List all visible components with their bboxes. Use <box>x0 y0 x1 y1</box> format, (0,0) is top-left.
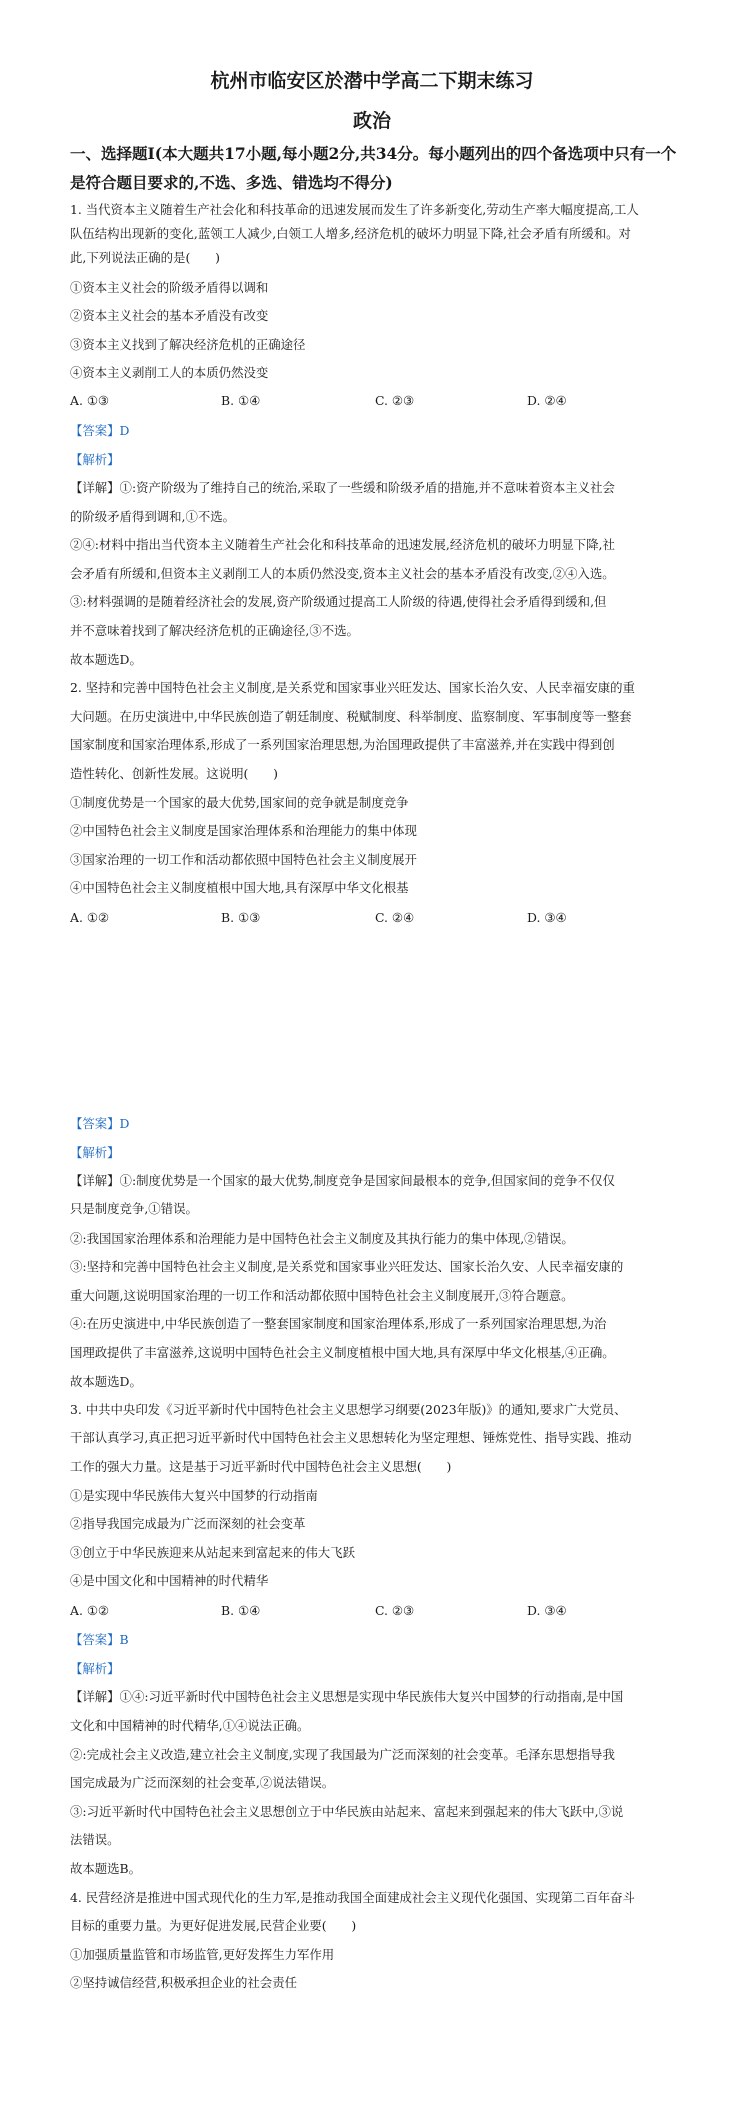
section-heading-line: 一、选择题Ⅰ(本大题共17小题,每小题2分,共34分。每小题列出的四个备选项中只有一个 <box>70 144 677 163</box>
q2-analysis-line: 重大问题,这说明国家治理的一切工作和活动都依照中国特色社会主义制度展开,③符合题意。 <box>70 1288 574 1303</box>
q1-analysis-line: 的阶级矛盾得到调和,①不选。 <box>70 509 236 524</box>
q3-answer: 【答案】B <box>70 1632 129 1647</box>
q3-stem-line: 3. 中共中央印发《习近平新时代中国特色社会主义思想学习纲要(2023年版)》的通知,要求广大党员、 <box>70 1402 627 1417</box>
q3-analysis-tag: 【解析】 <box>70 1661 120 1676</box>
section-heading <box>70 139 690 197</box>
subject-title: 政治 <box>352 110 391 132</box>
q2-option-b: B. ①③ <box>221 910 261 925</box>
q3-item: ②指导我国完成最为广泛而深刻的社会变革 <box>70 1516 306 1531</box>
q3-analysis-line: 故本题选B。 <box>70 1861 142 1876</box>
q3-option-a: A. ①② <box>70 1603 110 1618</box>
section-heading-line: 是符合题目要求的,不选、多选、错选均不得分) <box>70 173 393 192</box>
q3-stem-line: 工作的强大力量。这是基于习近平新时代中国特色社会主义思想( ) <box>70 1459 452 1474</box>
q3-item: ①是实现中华民族伟大复兴中国梦的行动指南 <box>70 1488 318 1503</box>
q1-stem-line: 队伍结构出现新的变化,蓝领工人减少,白领工人增多,经济危机的破坏力明显下降,社会矛盾有所缓和。对 <box>70 226 631 241</box>
q2-stem-line: 大问题。在历史演进中,中华民族创造了朝廷制度、税赋制度、科举制度、监察制度、军事制度等一整套 <box>70 709 632 724</box>
q2-option-d: D. ③④ <box>527 910 567 925</box>
q1-stem-line: 此,下列说法正确的是( ) <box>70 250 220 265</box>
q1-analysis-line: 并不意味着找到了解决经济危机的正确途径,③不选。 <box>70 623 359 638</box>
q1-analysis-line: 故本题选D。 <box>70 652 142 667</box>
q3-option-c: C. ②③ <box>375 1603 415 1618</box>
q1-analysis-line: ③:材料强调的是随着经济社会的发展,资产阶级通过提高工人阶级的待遇,使得社会矛盾得到缓和,但 <box>70 594 607 609</box>
q1-answer: 【答案】D <box>70 423 130 438</box>
q4-item: ①加强质量监管和市场监管,更好发挥生力军作用 <box>70 1947 335 1962</box>
q2-analysis-line: 国理政提供了丰富滋养,这说明中国特色社会主义制度植根中国大地,具有深厚中华文化根基,④正确。 <box>70 1345 615 1360</box>
q2-analysis-line: ④:在历史演进中,中华民族创造了一整套国家制度和国家治理体系,形成了一系列国家治理思想,为治 <box>70 1316 607 1331</box>
q3-analysis-line: 法错误。 <box>70 1832 120 1847</box>
q2-option-a: A. ①② <box>70 910 110 925</box>
q2-analysis-line: 故本题选D。 <box>70 1374 142 1389</box>
exam-title: 杭州市临安区於潜中学高二下期末练习 <box>210 70 534 92</box>
q1-item: ④资本主义剥削工人的本质仍然没变 <box>70 365 269 380</box>
q3-item: ③创立于中华民族迎来从站起来到富起来的伟大飞跃 <box>70 1545 355 1560</box>
q3-item: ④是中国文化和中国精神的时代精华 <box>70 1573 269 1588</box>
q4-item: ②坚持诚信经营,积极承担企业的社会责任 <box>70 1975 297 1990</box>
q1-option-d: D. ②④ <box>527 393 567 408</box>
q1-stem-line: 1. 当代资本主义随着生产社会化和科技革命的迅速发展而发生了许多新变化,劳动生产率大幅度提高,工人 <box>70 202 639 217</box>
q3-analysis-line: 国完成最为广泛而深刻的社会变革,②说法错误。 <box>70 1775 335 1790</box>
q1-option-c: C. ②③ <box>375 393 415 408</box>
q1-item: ②资本主义社会的基本矛盾没有改变 <box>70 308 269 323</box>
q2-analysis-line: 只是制度竞争,①错误。 <box>70 1201 198 1216</box>
q2-analysis-line: ③:坚持和完善中国特色社会主义制度,是关系党和国家事业兴旺发达、国家长治久安、人民幸福安康的 <box>70 1259 624 1274</box>
q1-analysis-line: ②④:材料中指出当代资本主义随着生产社会化和科技革命的迅速发展,经济危机的破坏力明显下降,社 <box>70 537 615 552</box>
q2-stem-line: 国家制度和国家治理体系,形成了一系列国家治理思想,为治国理政提供了丰富滋养,并在实践中得到创 <box>70 737 615 752</box>
q4-stem-line: 4. 民营经济是推进中国式现代化的生力军,是推动我国全面建成社会主义现代化强国、实现第二百年奋斗 <box>70 1890 635 1905</box>
q1-analysis-line: 会矛盾有所缓和,但资本主义剥削工人的本质仍然没变,资本主义社会的基本矛盾没有改变,②④入选。 <box>70 566 615 581</box>
q2-analysis-line: 【详解】①:制度优势是一个国家的最大优势,制度竞争是国家间最根本的竞争,但国家间的竞争不仅仅 <box>70 1173 615 1188</box>
q2-stem-line: 2. 坚持和完善中国特色社会主义制度,是关系党和国家事业兴旺发达、国家长治久安、人民幸福安康的重 <box>70 680 635 695</box>
q2-analysis-line: ②:我国国家治理体系和治理能力是中国特色社会主义制度及其执行能力的集中体现,②错误。 <box>70 1231 574 1246</box>
q2-analysis-tag: 【解析】 <box>70 1145 120 1160</box>
q1-item: ①资本主义社会的阶级矛盾得以调和 <box>70 280 269 295</box>
q1-analysis-line: 【详解】①:资产阶级为了维持自己的统治,采取了一些缓和阶级矛盾的措施,并不意味着资本主义社会 <box>70 480 615 495</box>
q1-option-b: B. ①④ <box>221 393 261 408</box>
q3-option-b: B. ①④ <box>221 1603 261 1618</box>
q2-item: ③国家治理的一切工作和活动都依照中国特色社会主义制度展开 <box>70 852 417 867</box>
q2-answer: 【答案】D <box>70 1116 130 1131</box>
q2-option-c: C. ②④ <box>375 910 415 925</box>
q4-stem-line: 目标的重要力量。为更好促进发展,民营企业要( ) <box>70 1918 357 1933</box>
q2-item: ②中国特色社会主义制度是国家治理体系和治理能力的集中体现 <box>70 823 417 838</box>
q3-stem-line: 干部认真学习,真正把习近平新时代中国特色社会主义思想转化为坚定理想、锤炼党性、指导实践、推动 <box>70 1430 632 1445</box>
q1-item: ③资本主义找到了解决经济危机的正确途径 <box>70 337 306 352</box>
q2-stem-line: 造性转化、创新性发展。这说明( ) <box>70 766 278 781</box>
q2-item: ④中国特色社会主义制度植根中国大地,具有深厚中华文化根基 <box>70 880 409 895</box>
q3-analysis-line: 文化和中国精神的时代精华,①④说法正确。 <box>70 1718 310 1733</box>
q3-analysis-line: 【详解】①④:习近平新时代中国特色社会主义思想是实现中华民族伟大复兴中国梦的行动指南,是中国 <box>70 1689 624 1704</box>
q1-option-a: A. ①③ <box>70 393 110 408</box>
q2-item: ①制度优势是一个国家的最大优势,国家间的竞争就是制度竞争 <box>70 795 409 810</box>
q3-analysis-line: ③:习近平新时代中国特色社会主义思想创立于中华民族由站起来、富起来到强起来的伟大飞跃中,③说 <box>70 1804 624 1819</box>
q3-option-d: D. ③④ <box>527 1603 567 1618</box>
q1-analysis-tag: 【解析】 <box>70 452 120 467</box>
q3-analysis-line: ②:完成社会主义改造,建立社会主义制度,实现了我国最为广泛而深刻的社会变革。毛泽东思想指导我 <box>70 1747 615 1762</box>
